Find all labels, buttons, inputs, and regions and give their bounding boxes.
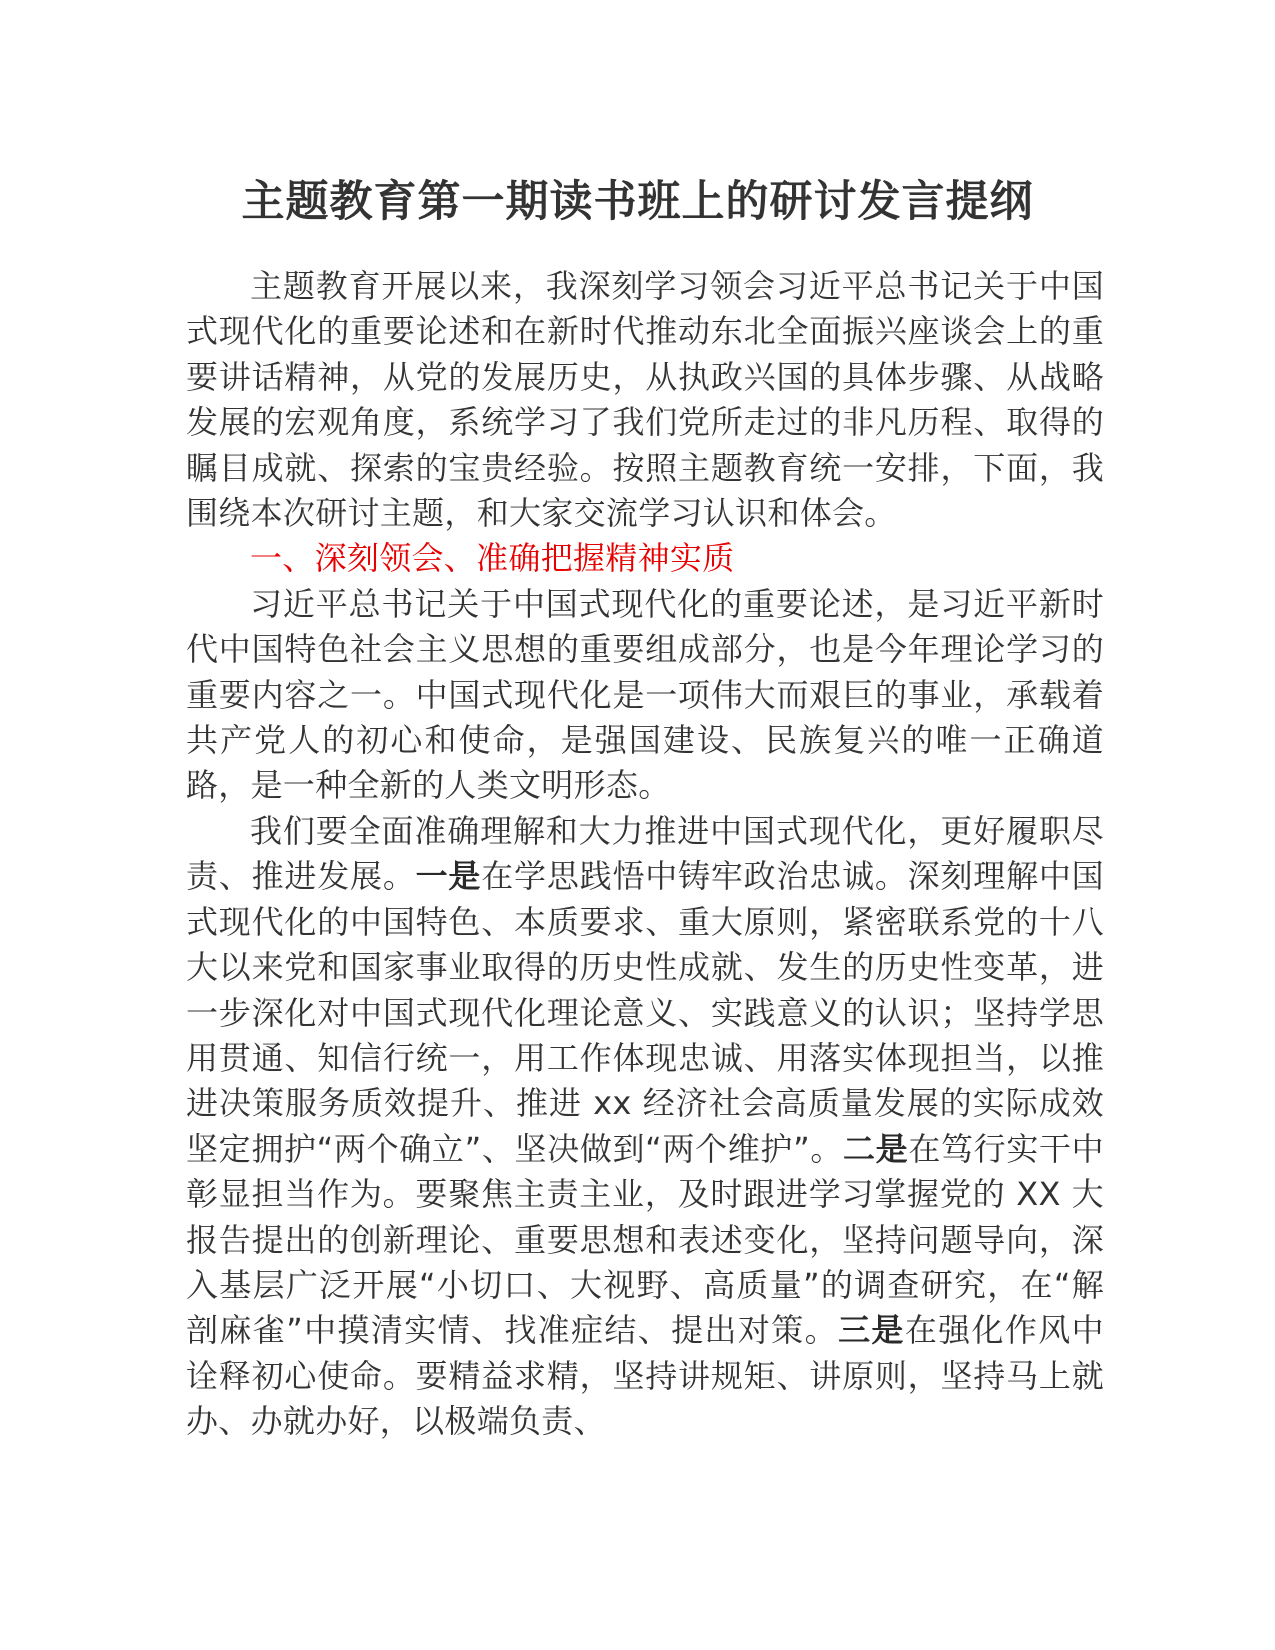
point-1-label: 一是 — [415, 857, 482, 896]
point-3-text: 在强化作风中诠释初心使命。要精益求精，坚持讲规矩、讲原则，坚持马上就办、办就办好，以极端负责、 — [186, 1311, 1104, 1441]
intro-paragraph: 主题教育开展以来，我深刻学习领会习近平总书记关于中国式现代化的重要论述和在新时代推动东北全面振兴座谈会上的重要讲话精神，从党的发展历史，从执政兴国的具体步骤、从战略发展的宏观角度，系统学习了我们党所走过的非凡历程、取得的瞩目成就、探索的宝贵经验。按照主题教育统一安排，下面，我围绕本次研讨主题，和大家交流学习认识和体会。 — [186, 267, 1104, 533]
point-2-text: 在笃行实干中彰显担当作为。要聚焦主责主业，及时跟进学习掌握党的 XX 大报告提出的创新理论、重要思想和表述变化，坚持问题导向，深入基层广泛开展“小切口、大视野、高质量”的调查研究，在“解剖麻雀”中摸清实情、找准症结、提出对策。 — [186, 1129, 1104, 1350]
point-1-text: 在学思践悟中铸牢政治忠诚。深刻理解中国式现代化的中国特色、本质要求、重大原则，紧密联系党的十八大以来党和国家事业取得的历史性成就、发生的历史性变革，进一步深化对中国式现代化理论意义、实践意义的认识；坚持学思用贯通、知信行统一，用工作体现忠诚、用落实体现担当，以推进决策服务质效提升、推进 xx 经济社会高质量发展的实际成效坚定拥护“两个确立”、坚决做到“两个维护”。 — [186, 857, 1104, 1168]
document-title: 主题教育第一期读书班上的研讨发言提纲 — [241, 177, 1034, 227]
point-2-label: 二是 — [843, 1129, 909, 1168]
section-heading-1: 一、深刻领会、准确把握精神实质 — [250, 539, 735, 578]
document-body — [186, 264, 1104, 1445]
paragraph-lead: 我们要全面准确理解和大力推进中国式现代化，更好履职尽责、推进发展。 — [186, 811, 1104, 896]
section1-paragraph-2 — [186, 809, 1104, 1445]
section1-paragraph-1: 习近平总书记关于中国式现代化的重要论述，是习近平新时代中国特色社会主义思想的重要组成部分，也是今年理论学习的重要内容之一。中国式现代化是一项伟大而艰巨的事业，承载着共产党人的初心和使命，是强国建设、民族复兴的唯一正确道路，是一种全新的人类文明形态。 — [186, 584, 1104, 805]
point-3-label: 三是 — [838, 1311, 905, 1350]
